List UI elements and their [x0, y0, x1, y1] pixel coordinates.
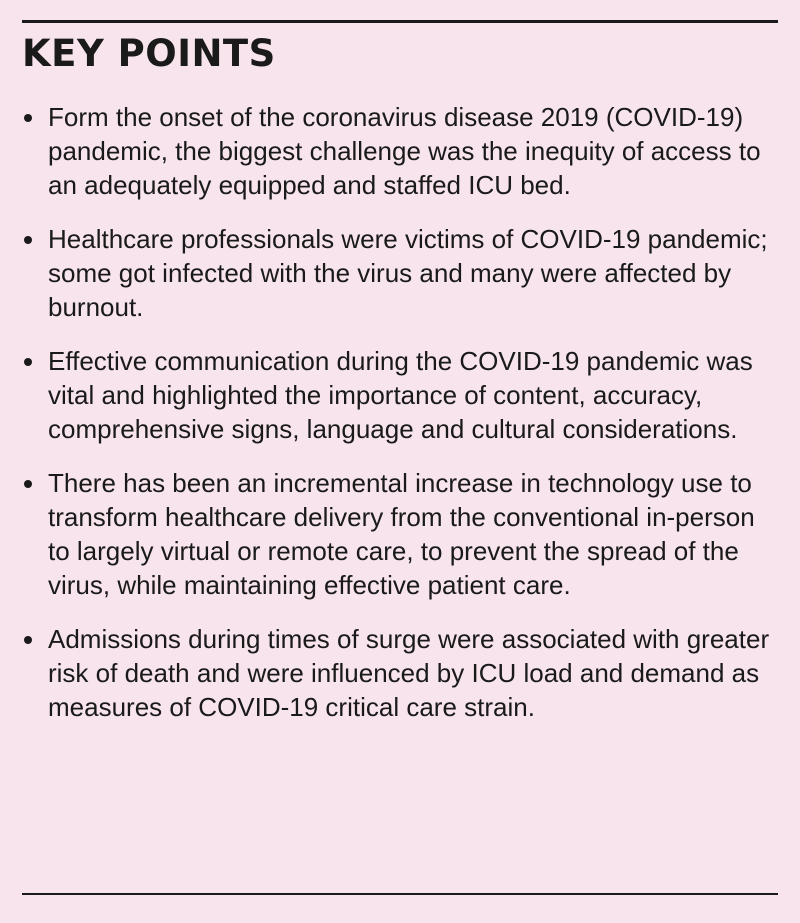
key-point-item — [22, 466, 782, 602]
bullet-icon — [24, 358, 32, 366]
key-points-list — [22, 100, 782, 744]
bullet-icon — [24, 114, 32, 122]
key-point-text: Effective communication during the COVID-19 pandemic was vital and highlighted the importance of content, accuracy, comprehensive signs, language and cultural considerations. — [48, 346, 753, 444]
bullet-icon — [24, 636, 32, 644]
key-point-text: Form the onset of the coronavirus disease 2019 (COVID-19) pandemic, the biggest challenge was the inequity of access to an adequately equipped and staffed ICU bed. — [48, 102, 761, 200]
key-point-item — [22, 622, 782, 724]
bullet-icon — [24, 480, 32, 488]
key-point-text: Healthcare professionals were victims of COVID-19 pandemic; some got infected with the virus and many were affected by burnout. — [48, 224, 768, 322]
bottom-rule — [22, 893, 778, 895]
key-point-item — [22, 344, 782, 446]
key-point-item — [22, 222, 782, 324]
key-point-item — [22, 100, 782, 202]
bullet-icon — [24, 236, 32, 244]
top-rule — [22, 20, 778, 23]
key-point-text: There has been an incremental increase in technology use to transform healthcare delivery from the conventional in-person to largely virtual or remote care, to prevent the spread of the virus, while maintaining effective patient care. — [48, 468, 755, 600]
key-points-heading: KEY POINTS — [22, 32, 276, 75]
key-point-text: Admissions during times of surge were associated with greater risk of death and were influenced by ICU load and demand as measures of COVID-19 critical care strain. — [48, 624, 770, 722]
